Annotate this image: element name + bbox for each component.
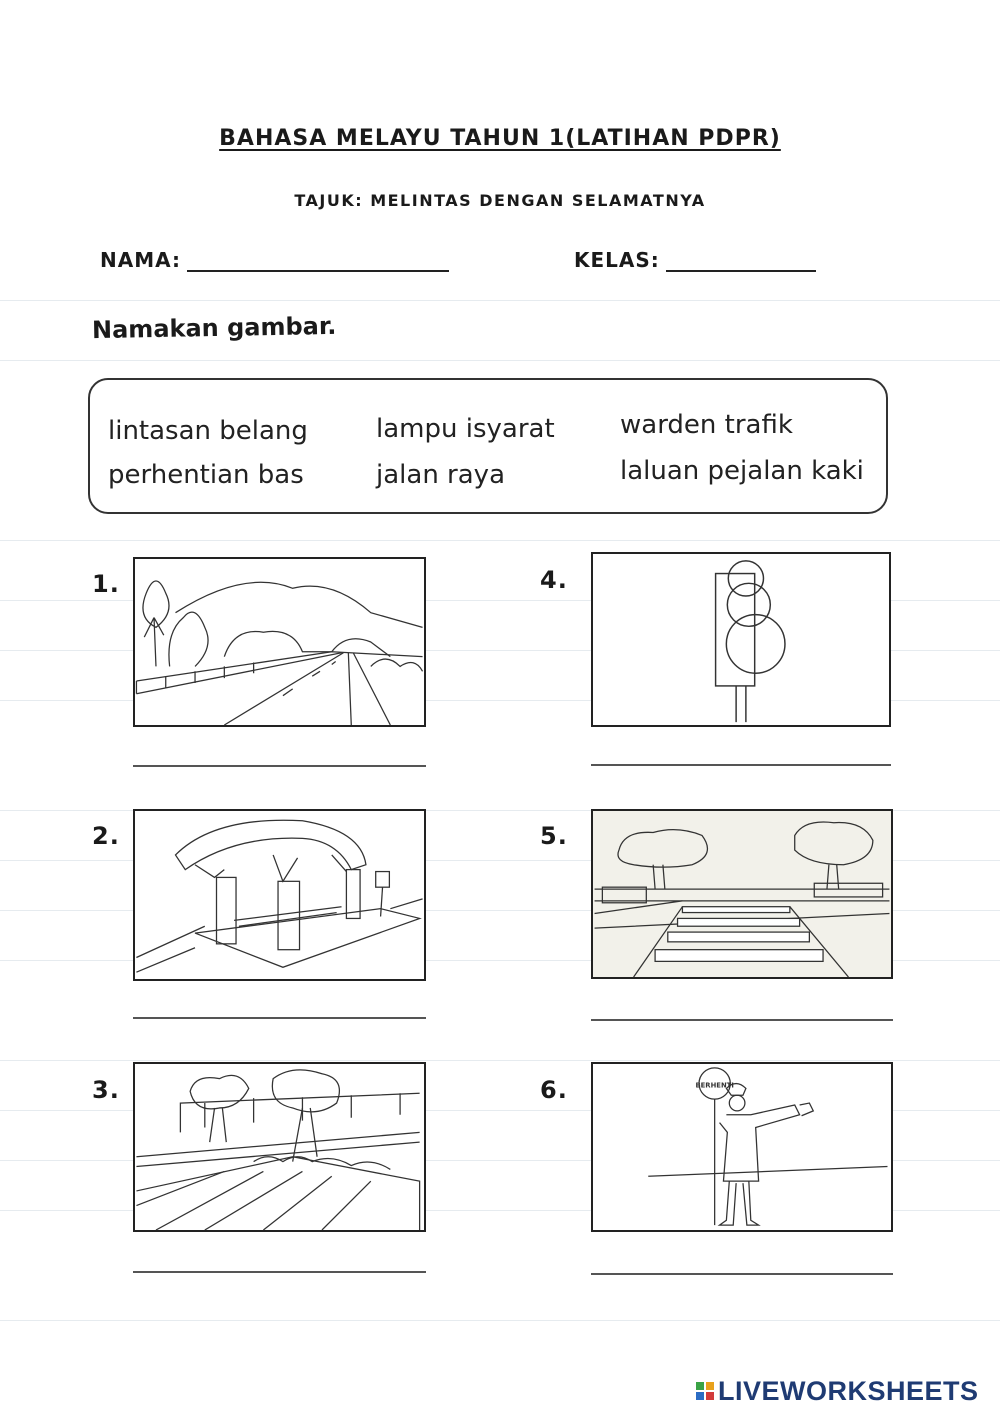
answer-line[interactable] [591, 764, 891, 766]
worksheet-title: BAHASA MELAYU TAHUN 1(LATIHAN PDPR) [219, 126, 781, 151]
road-with-mountain-picture [133, 557, 426, 727]
stop-sign-text: BERHENTI [695, 1081, 734, 1090]
item-number: 3. [92, 1076, 120, 1104]
name-blank[interactable] [187, 250, 449, 272]
item-number: 4. [540, 566, 568, 594]
class-blank[interactable] [666, 250, 816, 272]
item-number: 6. [540, 1076, 568, 1104]
name-field[interactable] [100, 248, 449, 272]
word-bank-item[interactable]: lintasan belang [108, 416, 308, 446]
answer-line[interactable] [133, 765, 426, 767]
word-bank-item[interactable]: jalan raya [376, 460, 505, 490]
class-label: KELAS: [574, 248, 660, 272]
item-number: 1. [92, 570, 120, 598]
word-bank-item[interactable]: warden trafik [620, 410, 793, 440]
word-bank-item[interactable]: perhentian bas [108, 460, 304, 490]
walkway-with-trees-picture [133, 1062, 426, 1232]
name-label: NAMA: [100, 248, 181, 272]
bus-stop-picture [133, 809, 426, 981]
liveworksheets-logo-icon [696, 1382, 714, 1400]
liveworksheets-brand[interactable]: LIVEWORKSHEETS [718, 1376, 979, 1406]
zebra-crossing-picture [591, 809, 893, 979]
answer-line[interactable] [591, 1273, 893, 1275]
worksheet-topic: TAJUK: MELINTAS DENGAN SELAMATNYA [294, 191, 706, 210]
traffic-warden-picture [591, 1062, 893, 1232]
class-field[interactable] [574, 248, 816, 272]
word-bank-item[interactable]: lampu isyarat [376, 414, 555, 444]
answer-line[interactable] [133, 1271, 426, 1273]
item-number: 5. [540, 822, 568, 850]
item-number: 2. [92, 822, 120, 850]
instruction-text: Namakan gambar. [91, 311, 337, 345]
answer-line[interactable] [133, 1017, 426, 1019]
word-bank-item[interactable]: laluan pejalan kaki [620, 456, 864, 486]
word-bank [88, 378, 888, 514]
answer-line[interactable] [591, 1019, 893, 1021]
traffic-light-picture [591, 552, 891, 727]
